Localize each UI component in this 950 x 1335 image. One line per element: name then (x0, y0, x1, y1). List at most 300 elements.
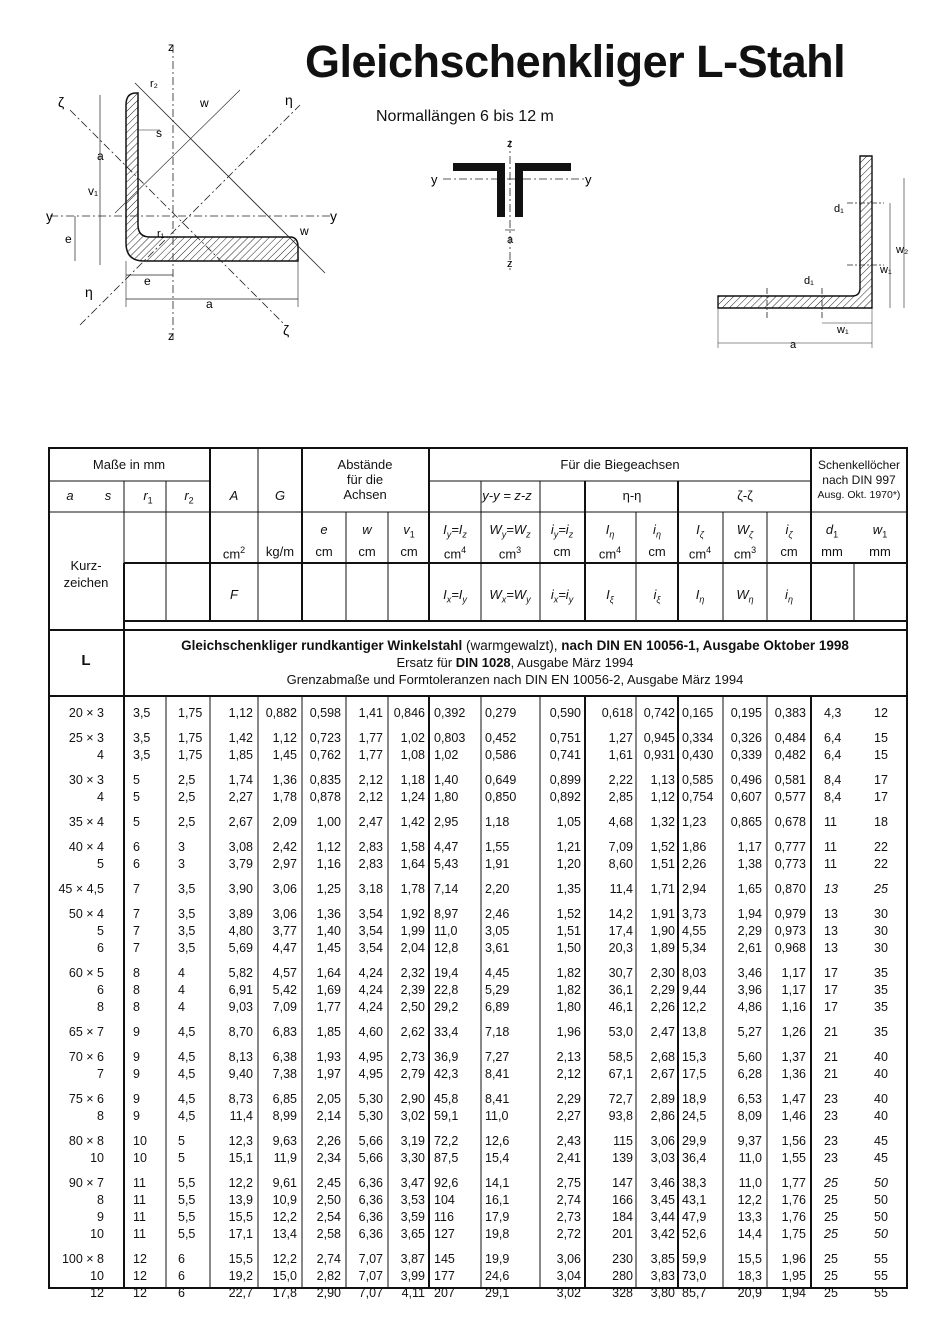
cell-Ie: 115 (613, 1134, 633, 1148)
cell-v1: 3,99 (400, 1269, 425, 1283)
cell-Wz: 5,60 (737, 1050, 762, 1064)
label-zeta: ζ (283, 322, 290, 338)
cell-r1: 9 (133, 1025, 140, 1039)
cell-w1: 17 (874, 773, 888, 787)
cell-r1: 8 (133, 1000, 140, 1014)
header-abstaende-1: Abstände (337, 457, 393, 472)
cell-e: 0,835 (309, 773, 341, 787)
cell-k: 90 × 7 (68, 1176, 104, 1190)
cell-Wy: 0,452 (485, 731, 517, 745)
cell-ie: 1,13 (650, 773, 675, 787)
cell-Iz: 4,55 (682, 924, 707, 938)
cell-v1: 3,47 (400, 1176, 425, 1190)
table-row (48, 881, 908, 897)
label-w2: w₂ (896, 244, 909, 256)
cell-Iy: 4,47 (434, 840, 459, 854)
table-row (48, 1133, 908, 1149)
cell-v1: 1,08 (400, 748, 425, 762)
cell-A: 3,79 (228, 857, 253, 871)
cell-Iy: 45,8 (434, 1092, 459, 1106)
cell-Iy: 1,02 (434, 748, 459, 762)
table-row (48, 1091, 908, 1107)
header-axis-eta: η-η (622, 488, 642, 503)
cell-iz: 1,46 (781, 1109, 806, 1123)
cell-G: 11,9 (273, 1151, 297, 1165)
unit-iy: cm (553, 544, 571, 559)
cell-ie: 1,71 (650, 882, 675, 896)
cell-r2: 3,5 (178, 882, 196, 896)
cell-r1: 9 (133, 1067, 140, 1081)
cell-A: 19,2 (228, 1269, 253, 1283)
cell-Wz: 0,326 (730, 731, 762, 745)
cell-Ie: 36,1 (608, 983, 633, 997)
cell-r2: 6 (178, 1286, 185, 1300)
cell-ie: 0,742 (643, 706, 675, 720)
header-masse: Maße in mm (92, 457, 166, 472)
cell-G: 4,47 (272, 941, 297, 955)
cell-Iy: 145 (434, 1252, 455, 1266)
cell-d1: 21 (824, 1025, 838, 1039)
table-row (48, 1226, 908, 1242)
cell-Iz: 38,3 (682, 1176, 707, 1190)
cell-iz: 1,95 (781, 1269, 806, 1283)
cell-e: 1,00 (316, 815, 341, 829)
cell-w1: 55 (874, 1286, 888, 1300)
cell-ie: 1,51 (650, 857, 675, 871)
alt-F: F (230, 587, 238, 602)
cell-ie: 1,90 (650, 924, 675, 938)
cell-r1: 9 (133, 1050, 140, 1064)
cell-iy: 2,12 (556, 1067, 581, 1081)
header-schenkel-3: Ausg. Okt. 1970*) (817, 489, 901, 501)
cell-Wz: 8,09 (737, 1109, 762, 1123)
cell-iy: 2,72 (556, 1227, 581, 1241)
cell-v1: 2,39 (400, 983, 425, 997)
cell-ie: 2,86 (650, 1109, 675, 1123)
cell-iy: 2,75 (556, 1176, 581, 1190)
cell-A: 5,69 (228, 941, 253, 955)
cell-k: 65 × 7 (68, 1025, 104, 1039)
cell-Wz: 1,38 (737, 857, 762, 871)
cell-w: 2,83 (358, 857, 383, 871)
header-iy-iz: $i_y=i_z$ (550, 522, 574, 540)
cell-Ie: 17,4 (608, 924, 633, 938)
cell-iy: 0,741 (549, 748, 581, 762)
cell-k: 60 × 5 (68, 966, 104, 980)
cell-d1: 8,4 (824, 790, 842, 804)
cell-G: 7,09 (272, 1000, 297, 1014)
cell-iy: 0,590 (549, 706, 581, 720)
cell-iy: 0,751 (549, 731, 581, 745)
cell-A: 5,82 (228, 966, 253, 980)
cell-Wz: 14,4 (737, 1227, 762, 1241)
header-axis-zeta: ζ-ζ (737, 488, 753, 503)
cell-iz: 0,870 (774, 882, 806, 896)
cell-G: 2,42 (272, 840, 297, 854)
cell-G: 1,78 (272, 790, 297, 804)
cell-d1: 23 (824, 1134, 838, 1148)
cell-Ie: 280 (612, 1269, 633, 1283)
cell-ie: 1,52 (650, 840, 675, 854)
cell-Wy: 19,9 (485, 1252, 510, 1266)
cell-e: 2,74 (316, 1252, 341, 1266)
table-row (48, 789, 908, 805)
cell-r1: 3,5 (133, 731, 151, 745)
cell-G: 7,38 (272, 1067, 297, 1081)
cell-iy: 2,74 (556, 1193, 581, 1207)
cell-Wy: 0,586 (485, 748, 517, 762)
cell-w: 2,12 (358, 790, 383, 804)
cell-Iy: 72,2 (434, 1134, 459, 1148)
header-biegeachsen: Für die Biegeachsen (560, 457, 680, 472)
cell-Ie: 0,618 (601, 706, 633, 720)
cell-Wy: 2,20 (485, 882, 510, 896)
unit-A: $cm^2$ (222, 545, 246, 562)
cell-r1: 10 (133, 1151, 147, 1165)
cell-Iy: 177 (434, 1269, 455, 1283)
cell-Wz: 1,17 (737, 840, 762, 854)
cell-v1: 1,64 (400, 857, 425, 871)
cell-A: 1,42 (228, 731, 253, 745)
cell-w: 6,36 (358, 1210, 383, 1224)
cell-k: 7 (97, 1067, 104, 1081)
cell-ie: 1,32 (650, 815, 675, 829)
cell-v1: 3,19 (400, 1134, 425, 1148)
label-zeta: ζ (58, 94, 65, 110)
cell-d1: 11 (824, 840, 837, 854)
cell-v1: 1,24 (400, 790, 425, 804)
cell-A: 22,7 (228, 1286, 253, 1300)
cell-Iy: 29,2 (434, 1000, 459, 1014)
cell-A: 8,73 (228, 1092, 253, 1106)
cell-A: 8,13 (228, 1050, 253, 1064)
cell-iz: 1,76 (781, 1210, 806, 1224)
cell-Wz: 1,65 (737, 882, 762, 896)
cell-Iz: 0,165 (682, 706, 714, 720)
cell-w1: 22 (874, 857, 888, 871)
cell-Ie: 46,1 (608, 1000, 633, 1014)
cell-Wy: 0,649 (485, 773, 517, 787)
cell-e: 1,85 (316, 1025, 341, 1039)
table-row (48, 1209, 908, 1225)
cell-r1: 11 (133, 1193, 146, 1207)
label-a: a (206, 297, 213, 311)
cell-k: 35 × 4 (68, 815, 104, 829)
cell-A: 3,08 (228, 840, 253, 854)
cell-w: 3,54 (358, 941, 383, 955)
header-r2: $r_2$ (184, 488, 194, 506)
cell-e: 1,97 (316, 1067, 341, 1081)
cell-v1: 3,30 (400, 1151, 425, 1165)
cell-A: 3,89 (228, 907, 253, 921)
cell-Iz: 1,86 (682, 840, 707, 854)
kurzzeichen-1: Kurz- (70, 558, 102, 573)
cell-k: 4 (97, 748, 104, 762)
cell-d1: 23 (824, 1109, 838, 1123)
cell-G: 5,42 (272, 983, 297, 997)
cell-r2: 6 (178, 1269, 185, 1283)
table-row (48, 1285, 908, 1301)
cell-r2: 4,5 (178, 1092, 196, 1106)
header-schenkel-1: Schenkellöcher (817, 458, 901, 472)
cell-Wz: 0,607 (730, 790, 762, 804)
cell-iz: 1,47 (781, 1092, 806, 1106)
unit-w1: mm (869, 544, 891, 559)
header-a: a (66, 488, 74, 503)
cell-w1: 55 (874, 1269, 888, 1283)
cell-Ie: 230 (612, 1252, 633, 1266)
cell-w1: 30 (874, 941, 888, 955)
cell-Iy: 8,97 (434, 907, 459, 921)
cell-r1: 7 (133, 907, 140, 921)
angle-section-diagram (40, 35, 360, 355)
cell-Ie: 2,22 (608, 773, 633, 787)
cell-w1: 55 (874, 1252, 888, 1266)
cell-Wz: 12,2 (737, 1193, 762, 1207)
cell-Wz: 3,96 (737, 983, 762, 997)
cell-G: 6,85 (272, 1092, 297, 1106)
cell-A: 11,4 (229, 1109, 253, 1123)
cell-G: 3,06 (272, 882, 297, 896)
cell-v1: 1,18 (400, 773, 425, 787)
cell-G: 6,83 (272, 1025, 297, 1039)
cell-r2: 5,5 (178, 1227, 196, 1241)
cell-r1: 12 (133, 1269, 147, 1283)
cell-iz: 0,581 (774, 773, 806, 787)
cell-w1: 40 (874, 1092, 888, 1106)
cell-A: 3,90 (228, 882, 253, 896)
cell-w1: 25 (874, 882, 888, 896)
label-r1: r₁ (157, 228, 165, 240)
cell-ie: 3,45 (650, 1193, 675, 1207)
cell-Iz: 2,26 (682, 857, 707, 871)
cell-r2: 3,5 (178, 907, 196, 921)
cell-k: 30 × 3 (68, 773, 104, 787)
cell-iy: 2,27 (556, 1109, 581, 1123)
cell-iy: 0,892 (549, 790, 581, 804)
table-row (48, 1268, 908, 1284)
cell-Iz: 9,44 (682, 983, 707, 997)
cell-iy: 1,05 (556, 815, 581, 829)
cell-iy: 3,02 (556, 1286, 581, 1300)
cell-Ie: 11,4 (609, 882, 633, 896)
cell-Iy: 0,803 (434, 731, 466, 745)
cell-Wz: 0,496 (730, 773, 762, 787)
cell-d1: 6,4 (824, 731, 842, 745)
cell-G: 1,45 (272, 748, 297, 762)
cell-v1: 2,79 (400, 1067, 425, 1081)
table-row (48, 747, 908, 763)
cell-w: 4,24 (358, 1000, 383, 1014)
cell-Wz: 20,9 (737, 1286, 762, 1300)
cell-v1: 1,42 (400, 815, 425, 829)
cell-w: 4,60 (358, 1025, 383, 1039)
cell-v1: 2,50 (400, 1000, 425, 1014)
cell-Wy: 8,41 (485, 1067, 510, 1081)
cell-w1: 50 (874, 1193, 888, 1207)
cell-Wy: 5,29 (485, 983, 510, 997)
cell-Wy: 14,1 (485, 1176, 510, 1190)
cell-iz: 0,383 (774, 706, 806, 720)
table-row (48, 1251, 908, 1267)
label-eta: η (85, 284, 93, 300)
cell-G: 2,97 (272, 857, 297, 871)
header-A: A (229, 488, 239, 503)
cell-r2: 4,5 (178, 1067, 196, 1081)
cell-Wy: 15,4 (485, 1151, 510, 1165)
cell-v1: 1,99 (400, 924, 425, 938)
header-w1: $w_1$ (872, 522, 888, 540)
cell-w1: 35 (874, 983, 888, 997)
cell-A: 6,91 (228, 983, 253, 997)
cell-r1: 8 (133, 983, 140, 997)
cell-w: 5,30 (358, 1109, 383, 1123)
cell-w1: 35 (874, 966, 888, 980)
cell-k: 10 (90, 1269, 104, 1283)
cell-r2: 4 (178, 966, 185, 980)
cell-w: 3,54 (358, 924, 383, 938)
cell-k: 12 (90, 1286, 104, 1300)
cell-Iz: 0,754 (682, 790, 714, 804)
cell-r2: 1,75 (178, 731, 203, 745)
cell-v1: 2,04 (400, 941, 425, 955)
cell-w1: 17 (874, 790, 888, 804)
cell-k: 40 × 4 (68, 840, 104, 854)
cell-w1: 50 (874, 1176, 888, 1190)
cell-e: 1,16 (316, 857, 341, 871)
cell-Ie: 58,5 (608, 1050, 633, 1064)
cell-Wy: 6,89 (485, 1000, 510, 1014)
cell-v1: 1,78 (400, 882, 425, 896)
cell-w1: 30 (874, 907, 888, 921)
cell-Wz: 6,28 (737, 1067, 762, 1081)
cell-ie: 3,46 (650, 1176, 675, 1190)
cell-iy: 2,29 (556, 1092, 581, 1106)
cell-iy: 1,52 (556, 907, 581, 921)
unit-izeta: cm (780, 544, 798, 559)
cell-iy: 3,06 (556, 1252, 581, 1266)
table-row (48, 1049, 908, 1065)
cell-iz: 0,979 (774, 907, 806, 921)
cell-iz: 0,577 (774, 790, 806, 804)
table-row (48, 730, 908, 746)
cell-Ie: 7,09 (608, 840, 633, 854)
cell-Iy: 104 (434, 1193, 455, 1207)
cell-A: 4,80 (228, 924, 253, 938)
cell-G: 1,36 (272, 773, 297, 787)
table-row (48, 999, 908, 1015)
cell-Ie: 1,27 (608, 731, 633, 745)
label-z: z (507, 138, 513, 150)
cell-A: 1,12 (228, 706, 253, 720)
section-line-2: Ersatz für DIN 1028, Ausgabe März 1994 (396, 655, 634, 670)
cell-e: 2,58 (316, 1227, 341, 1241)
alt-ixi: $i_\xi$ (653, 587, 661, 605)
cell-w: 2,83 (358, 840, 383, 854)
cell-G: 4,57 (272, 966, 297, 980)
cell-Iy: 5,43 (434, 857, 459, 871)
cell-Iz: 0,430 (682, 748, 714, 762)
cell-G: 3,77 (272, 924, 297, 938)
cell-w1: 50 (874, 1227, 888, 1241)
cell-Iz: 18,9 (682, 1092, 707, 1106)
cell-w: 4,95 (358, 1067, 383, 1081)
unit-G: kg/m (265, 544, 295, 559)
cell-ie: 3,85 (650, 1252, 675, 1266)
header-Wy-Wz: $W_y=W_z$ (489, 522, 531, 540)
section-line-3: Grenzabmaße und Formtoleranzen nach DIN EN 10056-2, Ausgabe März 1994 (286, 672, 744, 687)
cell-v1: 2,62 (400, 1025, 425, 1039)
cell-ie: 3,44 (650, 1210, 675, 1224)
cell-Ie: 53,0 (608, 1025, 633, 1039)
cell-e: 1,64 (316, 966, 341, 980)
cell-e: 0,762 (309, 748, 341, 762)
cell-Iz: 24,5 (682, 1109, 707, 1123)
cell-w: 3,18 (358, 882, 383, 896)
cell-r2: 4,5 (178, 1109, 196, 1123)
cell-iy: 3,04 (556, 1269, 581, 1283)
cell-d1: 25 (824, 1227, 838, 1241)
cell-iy: 2,43 (556, 1134, 581, 1148)
cell-r1: 3,5 (133, 706, 151, 720)
cell-r1: 12 (133, 1252, 147, 1266)
cell-Iz: 13,8 (682, 1025, 707, 1039)
header-schenkel-2: nach DIN 997 (822, 473, 896, 487)
cell-w1: 40 (874, 1067, 888, 1081)
double-angle-diagram (425, 135, 605, 270)
cell-v1: 1,02 (400, 731, 425, 745)
cell-k: 45 × 4,5 (58, 882, 104, 896)
unit-d1: mm (821, 544, 843, 559)
header-W-zeta: $W_\zeta$ (736, 522, 754, 540)
alt-ieta: $i_\eta$ (785, 587, 793, 605)
cell-ie: 1,89 (650, 941, 675, 955)
table-row (48, 1066, 908, 1082)
cell-iz: 1,76 (781, 1193, 806, 1207)
cell-k: 10 (90, 1151, 104, 1165)
cell-Iy: 12,8 (434, 941, 459, 955)
cell-e: 2,90 (316, 1286, 341, 1300)
cell-Iy: 19,4 (434, 966, 459, 980)
cell-e: 2,26 (316, 1134, 341, 1148)
cell-d1: 23 (824, 1092, 838, 1106)
cell-iz: 1,17 (781, 983, 806, 997)
cell-v1: 3,65 (400, 1227, 425, 1241)
cell-r1: 7 (133, 924, 140, 938)
header-i-eta: $i_\eta$ (653, 522, 661, 540)
cell-Wz: 0,865 (730, 815, 762, 829)
cell-iz: 0,484 (774, 731, 806, 745)
cell-r1: 9 (133, 1109, 140, 1123)
label-z: z (168, 40, 174, 54)
cell-A: 2,67 (228, 815, 253, 829)
cell-iy: 1,96 (556, 1025, 581, 1039)
cell-ie: 2,29 (650, 983, 675, 997)
cell-Ie: 93,8 (608, 1109, 633, 1123)
cell-Iz: 8,03 (682, 966, 707, 980)
header-Iy-Iz: $I_y=I_z$ (443, 522, 467, 540)
cell-w1: 15 (874, 731, 888, 745)
cell-Wz: 3,46 (737, 966, 762, 980)
alt-Weta: $W_\eta$ (736, 587, 754, 605)
cell-iy: 1,51 (556, 924, 581, 938)
cell-d1: 13 (824, 941, 838, 955)
cell-r2: 3 (178, 857, 185, 871)
header-v1: $v_1$ (403, 522, 415, 540)
cell-ie: 3,06 (650, 1134, 675, 1148)
cell-r1: 11 (133, 1176, 146, 1190)
kurzzeichen-2: zeichen (63, 575, 109, 590)
